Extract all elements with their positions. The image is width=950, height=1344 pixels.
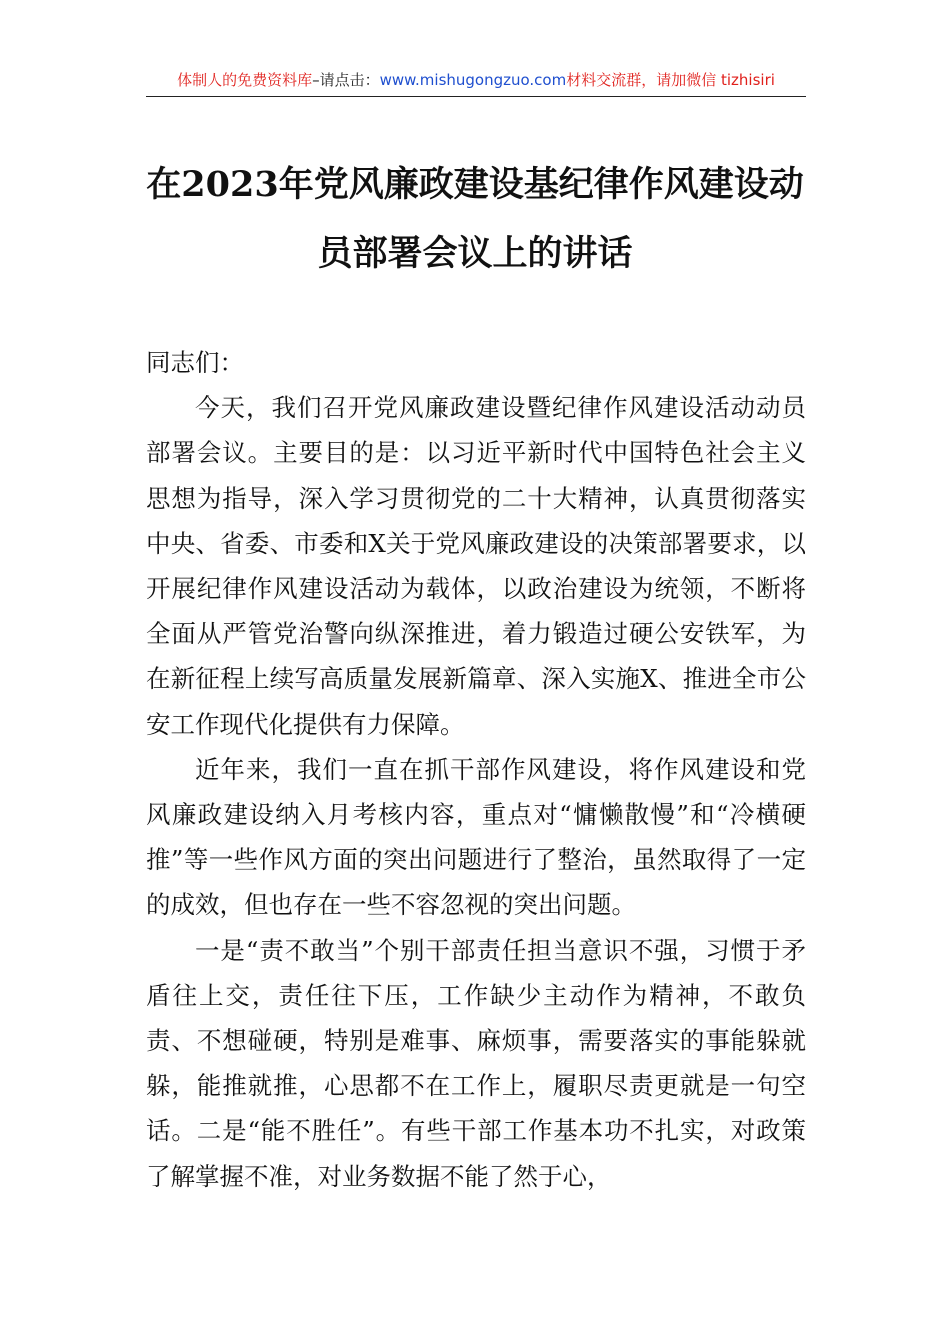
- paragraph-1: 今天，我们召开党风廉政建设暨纪律作风建设活动动员部署会议。主要目的是：以习近平新时代中国特色社会主义思想为指导，深入学习贯彻党的二十大精神，认真贯彻落实中央、省委、市委和X关于党风廉政建设的决策部署要求，以开展纪律作风建设活动为载体，以政治建设为统领，不断将全面从严管党治警向纵深推进，着力锻造过硬公安铁军，为在新征程上续写高质量发展新篇章、深入实施X、推进全市公安工作现代化提供有力保障。: [146, 393, 806, 739]
- paragraph-2: 近年来，我们一直在抓干部作风建设，将作风建设和党风廉政建设纳入月考核内容，重点对“慵懒散慢”和“冷横硬推”等一些作风方面的突出问题进行了整治，虽然取得了一定的成效，但也存在一些不容忽视的突出问题。: [146, 754, 806, 920]
- header-suffix: 材料交流群，请加微信 tizhisiri: [566, 71, 775, 89]
- document-title: [140, 150, 810, 288]
- header-site-name: 体制人的免费资料库: [177, 71, 313, 89]
- document-body: [146, 340, 806, 1199]
- salutation: 同志们：: [146, 348, 244, 377]
- page-header: [146, 66, 806, 97]
- paragraph-3: 一是“责不敢当”个别干部责任担当意识不强，习惯于矛盾往上交，责任往下压，工作缺少主动作为精神，不敢负责、不想碰硬，特别是难事、麻烦事，需要落实的事能躲就躲，能推就推，心思都不在工作上，履职尽责更就是一句空话。二是“能不胜任”。有些干部工作基本功不扎实，对政策了解掌握不准，对业务数据不能了然于心，: [146, 935, 806, 1191]
- header-prompt: –请点击：: [312, 71, 380, 89]
- header-url-link[interactable]: www.mishugongzuo.com: [379, 71, 567, 89]
- title-line-1: 在2023年党风廉政建设基纪律作风建设动: [146, 164, 804, 205]
- title-line-2: 员部署会议上的讲话: [317, 233, 633, 274]
